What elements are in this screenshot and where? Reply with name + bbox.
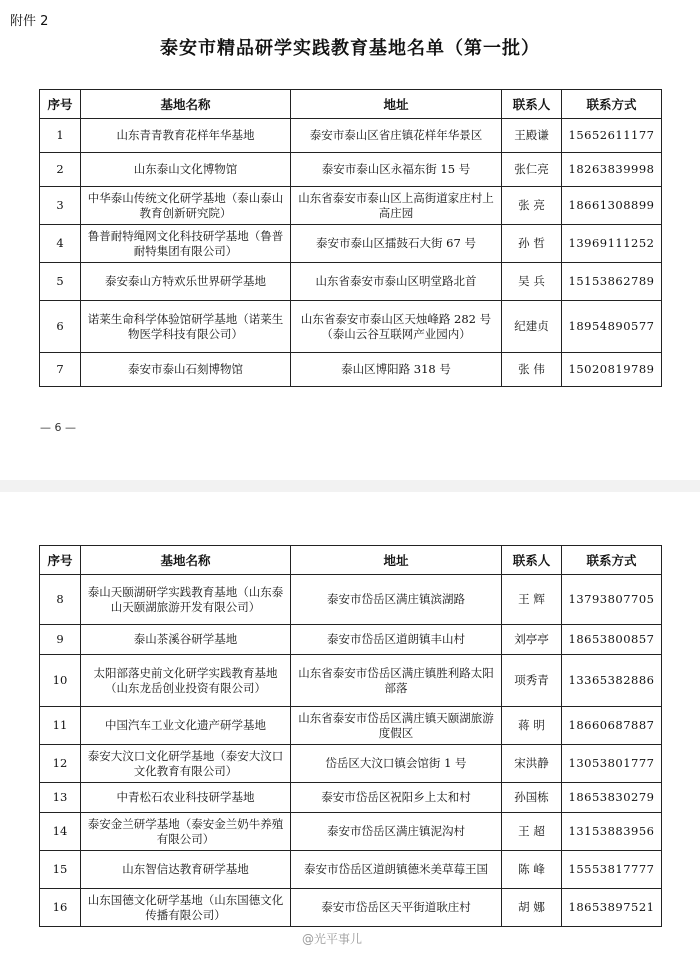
cell-address: 岱岳区大汶口镇会馆街 1 号 bbox=[291, 745, 502, 783]
table-row bbox=[40, 707, 662, 745]
cell-no: 9 bbox=[40, 625, 81, 655]
cell-contact: 张 亮 bbox=[502, 187, 562, 225]
cell-contact: 胡 娜 bbox=[502, 889, 562, 927]
page-number: — 6 — bbox=[40, 421, 76, 434]
col-header-phone: 联系方式 bbox=[562, 90, 662, 119]
cell-no: 5 bbox=[40, 263, 81, 301]
cell-name: 诺莱生命科学体验馆研学基地（诺莱生物医学科技有限公司） bbox=[81, 301, 291, 353]
base-list-table-1 bbox=[39, 89, 662, 387]
page-title: 泰安市精品研学实践教育基地名单（第一批） bbox=[160, 38, 540, 59]
document-page-2 bbox=[0, 492, 700, 963]
col-header-name: 基地名称 bbox=[81, 90, 291, 119]
cell-phone: 18653800857 bbox=[562, 625, 662, 655]
cell-phone: 13365382886 bbox=[562, 655, 662, 707]
cell-contact: 王殿谦 bbox=[502, 119, 562, 153]
table-row bbox=[40, 263, 662, 301]
cell-address: 山东省泰安市岱岳区满庄镇天颐湖旅游度假区 bbox=[291, 707, 502, 745]
cell-contact: 王 超 bbox=[502, 813, 562, 851]
cell-no: 2 bbox=[40, 153, 81, 187]
table-row bbox=[40, 187, 662, 225]
cell-name: 山东国德文化研学基地（山东国德文化传播有限公司） bbox=[81, 889, 291, 927]
col-header-contact: 联系人 bbox=[502, 546, 562, 575]
cell-address: 山东省泰安市泰山区明堂路北首 bbox=[291, 263, 502, 301]
table-row bbox=[40, 783, 662, 813]
cell-phone: 15553817777 bbox=[562, 851, 662, 889]
cell-phone: 13793807705 bbox=[562, 575, 662, 625]
cell-phone: 15652611177 bbox=[562, 119, 662, 153]
cell-no: 16 bbox=[40, 889, 81, 927]
cell-contact: 纪建贞 bbox=[502, 301, 562, 353]
watermark: @光平事儿 bbox=[302, 932, 363, 946]
col-header-phone: 联系方式 bbox=[562, 546, 662, 575]
cell-address: 泰安市泰山区永福东街 15 号 bbox=[291, 153, 502, 187]
cell-contact: 王 辉 bbox=[502, 575, 562, 625]
document-page-1 bbox=[0, 0, 700, 480]
cell-address: 山东省泰安市岱岳区满庄镇胜利路太阳部落 bbox=[291, 655, 502, 707]
cell-phone: 18653897521 bbox=[562, 889, 662, 927]
table-row bbox=[40, 813, 662, 851]
cell-phone: 18954890577 bbox=[562, 301, 662, 353]
cell-address: 泰安市泰山区擂鼓石大街 67 号 bbox=[291, 225, 502, 263]
table-row bbox=[40, 889, 662, 927]
cell-address: 泰安市岱岳区满庄镇滨湖路 bbox=[291, 575, 502, 625]
cell-contact: 蒋 明 bbox=[502, 707, 562, 745]
cell-no: 7 bbox=[40, 353, 81, 387]
table-row bbox=[40, 745, 662, 783]
table-row bbox=[40, 625, 662, 655]
cell-name: 泰安市泰山石刻博物馆 bbox=[81, 353, 291, 387]
cell-address: 泰安市岱岳区道朗镇德米美草莓王国 bbox=[291, 851, 502, 889]
table-row bbox=[40, 655, 662, 707]
cell-contact: 刘亭亭 bbox=[502, 625, 562, 655]
cell-address: 泰安市岱岳区满庄镇泥沟村 bbox=[291, 813, 502, 851]
cell-phone: 18660687887 bbox=[562, 707, 662, 745]
cell-address: 泰安市岱岳区道朗镇丰山村 bbox=[291, 625, 502, 655]
col-header-address: 地址 bbox=[291, 90, 502, 119]
col-header-name: 基地名称 bbox=[81, 546, 291, 575]
cell-address: 山东省泰安市泰山区上高街道家庄村上高庄园 bbox=[291, 187, 502, 225]
cell-name: 太阳部落史前文化研学实践教育基地（山东龙岳创业投资有限公司） bbox=[81, 655, 291, 707]
cell-no: 3 bbox=[40, 187, 81, 225]
cell-name: 泰安泰山方特欢乐世界研学基地 bbox=[81, 263, 291, 301]
cell-name: 山东泰山文化博物馆 bbox=[81, 153, 291, 187]
table-row bbox=[40, 119, 662, 153]
col-header-no: 序号 bbox=[40, 546, 81, 575]
cell-phone: 13053801777 bbox=[562, 745, 662, 783]
cell-no: 11 bbox=[40, 707, 81, 745]
cell-no: 1 bbox=[40, 119, 81, 153]
cell-contact: 张 伟 bbox=[502, 353, 562, 387]
table-row bbox=[40, 301, 662, 353]
cell-no: 12 bbox=[40, 745, 81, 783]
cell-address: 泰安市岱岳区祝阳乡上太和村 bbox=[291, 783, 502, 813]
cell-address: 泰安市岱岳区天平街道耿庄村 bbox=[291, 889, 502, 927]
cell-contact: 宋洪静 bbox=[502, 745, 562, 783]
cell-name: 鲁普耐特绳网文化科技研学基地（鲁普耐特集团有限公司） bbox=[81, 225, 291, 263]
cell-no: 4 bbox=[40, 225, 81, 263]
cell-contact: 吴 兵 bbox=[502, 263, 562, 301]
attachment-label: 附件 2 bbox=[10, 14, 49, 29]
cell-phone: 15020819789 bbox=[562, 353, 662, 387]
col-header-address: 地址 bbox=[291, 546, 502, 575]
col-header-contact: 联系人 bbox=[502, 90, 562, 119]
cell-name: 中国汽车工业文化遗产研学基地 bbox=[81, 707, 291, 745]
cell-name: 泰山茶溪谷研学基地 bbox=[81, 625, 291, 655]
cell-no: 6 bbox=[40, 301, 81, 353]
table-row bbox=[40, 575, 662, 625]
table-header-row bbox=[40, 90, 662, 119]
cell-no: 8 bbox=[40, 575, 81, 625]
table-header-row bbox=[40, 546, 662, 575]
cell-name: 泰安金兰研学基地（泰安金兰奶牛养殖有限公司） bbox=[81, 813, 291, 851]
table-row bbox=[40, 225, 662, 263]
cell-phone: 13969111252 bbox=[562, 225, 662, 263]
base-list-table-2 bbox=[39, 545, 662, 927]
table-row bbox=[40, 153, 662, 187]
cell-name: 中华泰山传统文化研学基地（泰山泰山教育创新研究院） bbox=[81, 187, 291, 225]
cell-phone: 13153883956 bbox=[562, 813, 662, 851]
cell-name: 山东青青教育花样年华基地 bbox=[81, 119, 291, 153]
cell-contact: 孙国栋 bbox=[502, 783, 562, 813]
cell-phone: 18653830279 bbox=[562, 783, 662, 813]
cell-no: 15 bbox=[40, 851, 81, 889]
cell-no: 14 bbox=[40, 813, 81, 851]
cell-address: 泰安市泰山区省庄镇花样年华景区 bbox=[291, 119, 502, 153]
cell-contact: 张仁亮 bbox=[502, 153, 562, 187]
cell-name: 山东智信达教育研学基地 bbox=[81, 851, 291, 889]
cell-address: 山东省泰安市泰山区天烛峰路 282 号（泰山云谷互联网产业园内） bbox=[291, 301, 502, 353]
cell-contact: 项秀青 bbox=[502, 655, 562, 707]
col-header-no: 序号 bbox=[40, 90, 81, 119]
cell-no: 10 bbox=[40, 655, 81, 707]
cell-address: 泰山区博阳路 318 号 bbox=[291, 353, 502, 387]
cell-name: 泰安大汶口文化研学基地（泰安大汶口文化教育有限公司） bbox=[81, 745, 291, 783]
cell-phone: 15153862789 bbox=[562, 263, 662, 301]
cell-contact: 陈 峰 bbox=[502, 851, 562, 889]
cell-name: 泰山天颐湖研学实践教育基地（山东泰山天颐湖旅游开发有限公司） bbox=[81, 575, 291, 625]
cell-phone: 18661308899 bbox=[562, 187, 662, 225]
table-row bbox=[40, 353, 662, 387]
table-row bbox=[40, 851, 662, 889]
cell-phone: 18263839998 bbox=[562, 153, 662, 187]
cell-no: 13 bbox=[40, 783, 81, 813]
cell-contact: 孙 哲 bbox=[502, 225, 562, 263]
cell-name: 中青松石农业科技研学基地 bbox=[81, 783, 291, 813]
